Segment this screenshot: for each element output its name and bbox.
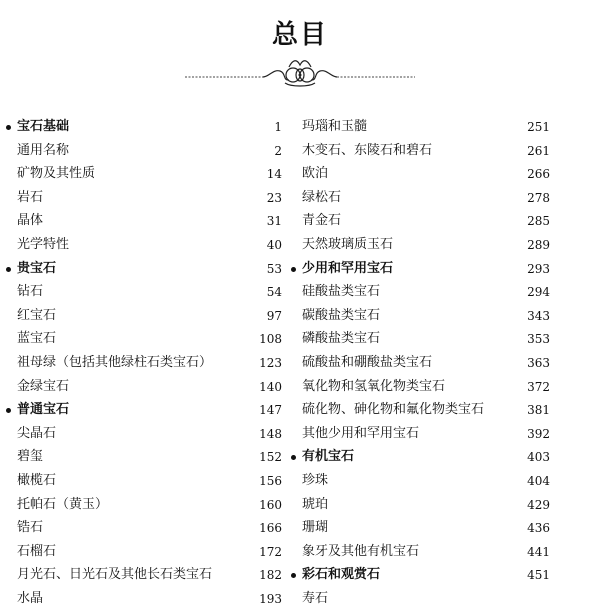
toc-entry-label: 锆石: [17, 520, 44, 536]
toc-entry-page-number: 343: [527, 308, 550, 323]
toc-entry-page-number: 166: [259, 521, 282, 536]
toc-entry-page-number: 429: [527, 497, 550, 512]
toc-entry[interactable]: [0, 563, 282, 587]
toc-entry[interactable]: [0, 139, 282, 163]
toc-section-heading[interactable]: [0, 257, 282, 281]
toc-entry[interactable]: [0, 540, 282, 564]
toc-entry-label: 普通宝石: [17, 402, 70, 418]
toc-entry-label: 祖母绿（包括其他绿柱石类宝石）: [17, 355, 213, 370]
toc-entry[interactable]: [286, 327, 550, 351]
toc-entry-label: 珍珠: [302, 473, 329, 488]
toc-section-heading[interactable]: [286, 445, 550, 469]
toc-entry[interactable]: [0, 422, 282, 446]
toc-entry-page-number: 266: [527, 167, 550, 182]
toc-entry-label: 石榴石: [17, 543, 57, 559]
toc-entry[interactable]: [0, 233, 282, 257]
toc-entry-page-number: 156: [259, 474, 282, 488]
toc-entry-label: 通用名称: [17, 142, 70, 158]
toc-entry-label: 碧玺: [17, 449, 44, 465]
toc-entry-page-number: 40: [266, 238, 282, 252]
toc-entry-label: 月光石、日光石及其他长石类宝石: [17, 567, 213, 583]
toc-entry-page-number: 363: [527, 356, 550, 370]
toc-entry-label: 绿松石: [302, 189, 342, 205]
toc-entry[interactable]: [0, 375, 282, 399]
toc-entry-label: 少用和罕用宝石: [302, 260, 394, 276]
bullet-icon: [6, 125, 11, 130]
toc-entry-label: 欧泊: [302, 166, 329, 182]
title-ornament-icon: [185, 55, 415, 89]
toc-entry-label: 金绿宝石: [17, 378, 70, 394]
toc-entry[interactable]: [286, 115, 550, 139]
toc-entry-page-number: 97: [266, 308, 282, 323]
toc-entry-label: 岩石: [17, 189, 44, 205]
toc-entry-page-number: 54: [266, 285, 282, 300]
toc-entry[interactable]: [286, 186, 550, 210]
toc-section-heading[interactable]: [0, 115, 282, 139]
toc-entry-label: 光学特性: [17, 237, 70, 252]
toc-entry-label: 尖晶石: [17, 425, 57, 441]
toc-entry[interactable]: [0, 445, 282, 469]
bullet-icon: [291, 573, 296, 578]
toc-entry-label: 水晶: [17, 591, 44, 606]
toc-section-heading[interactable]: [0, 398, 282, 422]
toc-entry-label: 有机宝石: [302, 449, 355, 465]
toc-entry-page-number: 403: [527, 450, 550, 465]
toc-entry-page-number: 372: [527, 379, 550, 394]
toc-entry-page-number: 31: [266, 214, 282, 229]
toc-entry-page-number: 182: [259, 568, 282, 583]
toc-section-heading[interactable]: [286, 257, 550, 281]
toc-entry[interactable]: [286, 280, 550, 304]
toc-entry[interactable]: [286, 351, 550, 375]
toc-entry-page-number: 293: [527, 261, 550, 276]
toc-entry[interactable]: [286, 540, 550, 564]
toc-entry-page-number: 53: [266, 261, 282, 276]
toc-entry-label: 珊瑚: [302, 520, 329, 536]
toc-entry-label: 象牙及其他有机宝石: [302, 543, 420, 559]
toc-entry-label: 宝石基础: [17, 119, 70, 134]
toc-entry[interactable]: [0, 516, 282, 540]
toc-entry-label: 硫酸盐和硼酸盐类宝石: [302, 355, 433, 370]
toc-entry-label: 琥珀: [302, 496, 329, 512]
toc-section-heading[interactable]: [286, 563, 550, 587]
toc-entry[interactable]: [286, 516, 550, 540]
toc-entry[interactable]: [0, 493, 282, 517]
bullet-icon: [291, 455, 296, 460]
toc-entry[interactable]: [0, 327, 282, 351]
toc-entry[interactable]: [0, 186, 282, 210]
toc-entry[interactable]: [286, 422, 550, 446]
toc-entry-label: 其他少用和罕用宝石: [302, 425, 420, 441]
toc-entry[interactable]: [286, 469, 550, 493]
toc-entry[interactable]: [0, 304, 282, 328]
toc-entry-page-number: 108: [259, 332, 282, 347]
bullet-icon: [6, 408, 11, 413]
toc-entry-page-number: 285: [527, 214, 550, 229]
toc-entry[interactable]: [0, 587, 282, 611]
toc-entry-page-number: 294: [527, 285, 550, 300]
toc-entry[interactable]: [0, 351, 282, 375]
toc-entry[interactable]: [286, 493, 550, 517]
toc-entry-page-number: 123: [259, 356, 282, 370]
toc-entry-label: 托帕石（黄玉）: [17, 496, 109, 512]
toc-entry-page-number: 441: [527, 544, 550, 559]
toc-entry-page-number: 392: [527, 426, 550, 441]
toc-entry[interactable]: [286, 162, 550, 186]
toc-entry-label: 钻石: [17, 284, 44, 300]
toc-entry-label: 氧化物和氢氧化物类宝石: [302, 378, 446, 394]
toc-entry-label: 橄榄石: [17, 473, 57, 488]
toc-entry-page-number: 2: [274, 143, 282, 158]
toc-entry-page-number: 381: [527, 403, 550, 418]
toc-entry-label: 矿物及其性质: [17, 166, 96, 182]
toc-entry-page-number: 353: [527, 332, 550, 347]
toc-entry[interactable]: [0, 280, 282, 304]
toc-entry[interactable]: [286, 209, 550, 233]
toc-entry-page-number: 152: [259, 450, 282, 465]
toc-entry-label: 青金石: [302, 213, 342, 229]
toc-entry-page-number: 172: [259, 544, 282, 559]
toc-entry-label: 晶体: [17, 213, 44, 229]
toc-entry[interactable]: [286, 398, 550, 422]
toc-entry-page-number: 261: [527, 143, 550, 158]
toc-entry[interactable]: [286, 139, 550, 163]
toc-entry-page-number: 160: [259, 497, 282, 512]
toc-entry-label: 磷酸盐类宝石: [302, 331, 381, 347]
toc-entry-page-number: 436: [527, 521, 550, 536]
toc-entry-label: 红宝石: [17, 307, 57, 323]
toc-entry-page-number: 14: [266, 167, 282, 182]
toc-entry-label: 碳酸盐类宝石: [302, 307, 381, 323]
toc-entry-page-number: 148: [259, 426, 282, 441]
toc-entry-page-number: 289: [527, 238, 550, 252]
toc-entry-page-number: 451: [527, 568, 550, 583]
toc-entry-label: 玛瑙和玉髓: [302, 119, 368, 134]
toc-entry-label: 天然玻璃质玉石: [302, 237, 394, 252]
toc-entry[interactable]: [286, 587, 550, 611]
toc-entry[interactable]: [286, 233, 550, 257]
bullet-icon: [6, 267, 11, 272]
toc-entry-label: 寿石: [302, 591, 329, 606]
toc-entry-page-number: 251: [527, 120, 550, 134]
toc-entry-page-number: 140: [259, 379, 282, 394]
toc-entry[interactable]: [286, 304, 550, 328]
toc-entry-label: 硫化物、砷化物和氟化物类宝石: [302, 402, 485, 418]
toc-entry-label: 蓝宝石: [17, 331, 57, 347]
toc-entry-page-number: 1: [274, 120, 282, 134]
bullet-icon: [291, 267, 296, 272]
toc-entry-label: 木变石、东陵石和碧石: [302, 142, 433, 158]
toc-entry-label: 贵宝石: [17, 260, 57, 276]
toc-entry[interactable]: [0, 209, 282, 233]
toc-entry-label: 彩石和观赏石: [302, 567, 381, 583]
toc-entry-label: 硅酸盐类宝石: [302, 284, 381, 300]
toc-entry-page-number: 147: [259, 403, 282, 418]
toc-entry[interactable]: [286, 375, 550, 399]
toc-entry-page-number: 278: [527, 190, 550, 205]
toc-entry-page-number: 193: [259, 592, 282, 606]
toc-entry-page-number: 23: [266, 190, 282, 205]
toc-entry[interactable]: [0, 469, 282, 493]
toc-entry[interactable]: [0, 162, 282, 186]
toc-entry-page-number: 404: [527, 474, 550, 488]
page-title: 总目: [271, 20, 328, 50]
